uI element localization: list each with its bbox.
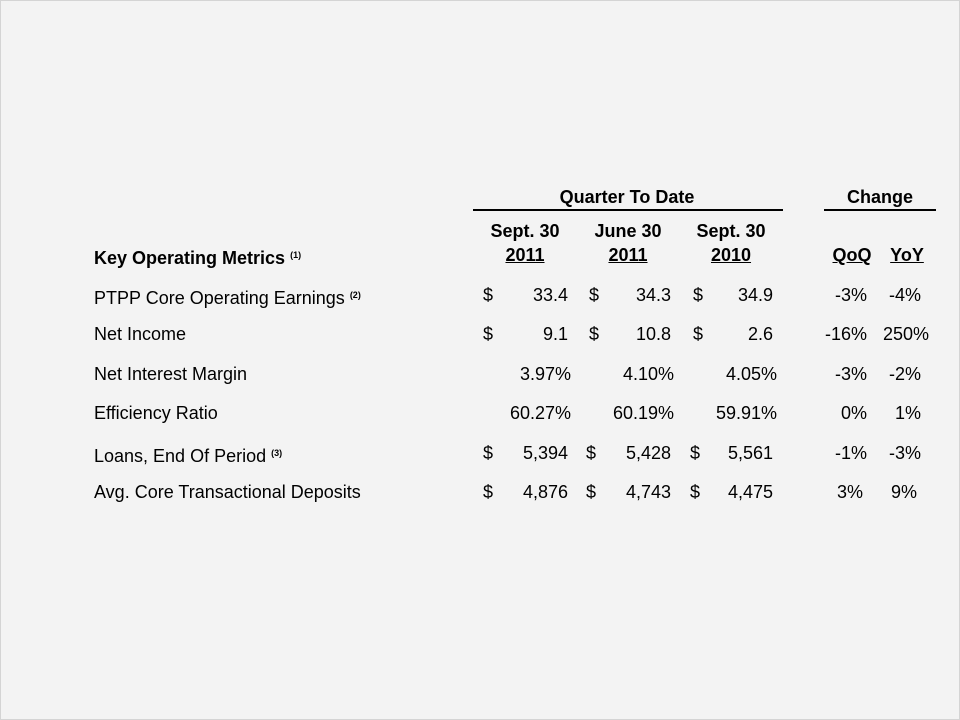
col-header-sep2010-line2: 2010: [710, 245, 752, 265]
value-qoq: 3%: [836, 482, 863, 502]
currency-symbol: $: [586, 482, 597, 502]
value-qoq: -3%: [834, 285, 867, 305]
col-header-sep2011-line2: 2011: [505, 245, 545, 265]
value-yoy: 1%: [894, 403, 921, 423]
row-label-text: PTPP Core Operating Earnings: [94, 288, 345, 308]
value-sep2011: 5,394: [522, 443, 568, 463]
col-header-jun2011-line1: June 30: [594, 221, 662, 241]
value-jun2011: 10.8: [635, 324, 671, 344]
value-sep2011: 60.27%: [509, 403, 571, 423]
currency-symbol: $: [589, 285, 600, 305]
col-header-jun2011-line2: 2011: [608, 245, 648, 265]
rule-change: [824, 209, 936, 211]
currency-symbol: $: [693, 324, 704, 344]
row-label-avg-core-deposits: [94, 482, 361, 502]
value-jun2011: 5,428: [625, 443, 671, 463]
row-label-text: Net Income: [94, 324, 187, 344]
value-sep2010: 4.05%: [725, 364, 777, 384]
value-sep2011: 33.4: [532, 285, 568, 305]
row-label-ptpp: [94, 285, 361, 308]
currency-symbol: $: [690, 482, 701, 502]
value-yoy: 9%: [890, 482, 917, 502]
currency-symbol: $: [586, 443, 597, 463]
value-sep2011: 4,876: [522, 482, 568, 502]
value-jun2011: 4.10%: [622, 364, 674, 384]
value-yoy: -4%: [888, 285, 921, 305]
value-qoq: -16%: [824, 324, 867, 344]
value-sep2011: 3.97%: [519, 364, 571, 384]
currency-symbol: $: [693, 285, 704, 305]
currency-symbol: $: [483, 324, 494, 344]
row-label-loans: [94, 443, 282, 466]
value-jun2011: 4,743: [625, 482, 671, 502]
row-footnote: (3): [271, 448, 283, 458]
metrics-heading-label: Key Operating Metrics: [94, 248, 286, 268]
value-sep2010: 5,561: [727, 443, 773, 463]
rule-quarter-to-date: [473, 209, 783, 211]
row-label-efficiency-ratio: [94, 403, 218, 423]
col-header-yoy: YoY: [890, 245, 924, 265]
col-header-qoq: QoQ: [832, 245, 872, 265]
currency-symbol: $: [690, 443, 701, 463]
value-qoq: -1%: [834, 443, 867, 463]
row-label-net-interest-margin: [94, 364, 247, 384]
currency-symbol: $: [483, 443, 494, 463]
row-label-text: Efficiency Ratio: [94, 403, 218, 423]
value-yoy: -2%: [888, 364, 921, 384]
currency-symbol: $: [483, 285, 494, 305]
group-header-change: Change: [846, 187, 914, 207]
value-yoy: -3%: [888, 443, 921, 463]
currency-symbol: $: [483, 482, 494, 502]
group-header-quarter-to-date: Quarter To Date: [559, 187, 695, 207]
value-sep2011: 9.1: [542, 324, 568, 344]
value-jun2011: 60.19%: [612, 403, 674, 423]
value-qoq: 0%: [840, 403, 867, 423]
metrics-heading: [94, 245, 301, 268]
col-header-sep2010-line1: Sept. 30: [696, 221, 766, 241]
row-label-text: Avg. Core Transactional Deposits: [94, 482, 361, 502]
value-qoq: -3%: [834, 364, 867, 384]
value-sep2010: 4,475: [727, 482, 773, 502]
row-label-text: Net Interest Margin: [94, 364, 248, 384]
row-footnote: (2): [349, 290, 361, 300]
currency-symbol: $: [589, 324, 600, 344]
value-sep2010: 59.91%: [715, 403, 777, 423]
value-sep2010: 34.9: [737, 285, 773, 305]
value-sep2010: 2.6: [747, 324, 773, 344]
value-jun2011: 34.3: [635, 285, 671, 305]
value-yoy: 250%: [882, 324, 929, 344]
metrics-heading-footnote: (1): [290, 250, 302, 260]
row-label-text: Loans, End Of Period: [94, 446, 267, 466]
col-header-sep2011-line1: Sept. 30: [490, 221, 560, 241]
row-label-net-income: [94, 324, 186, 344]
